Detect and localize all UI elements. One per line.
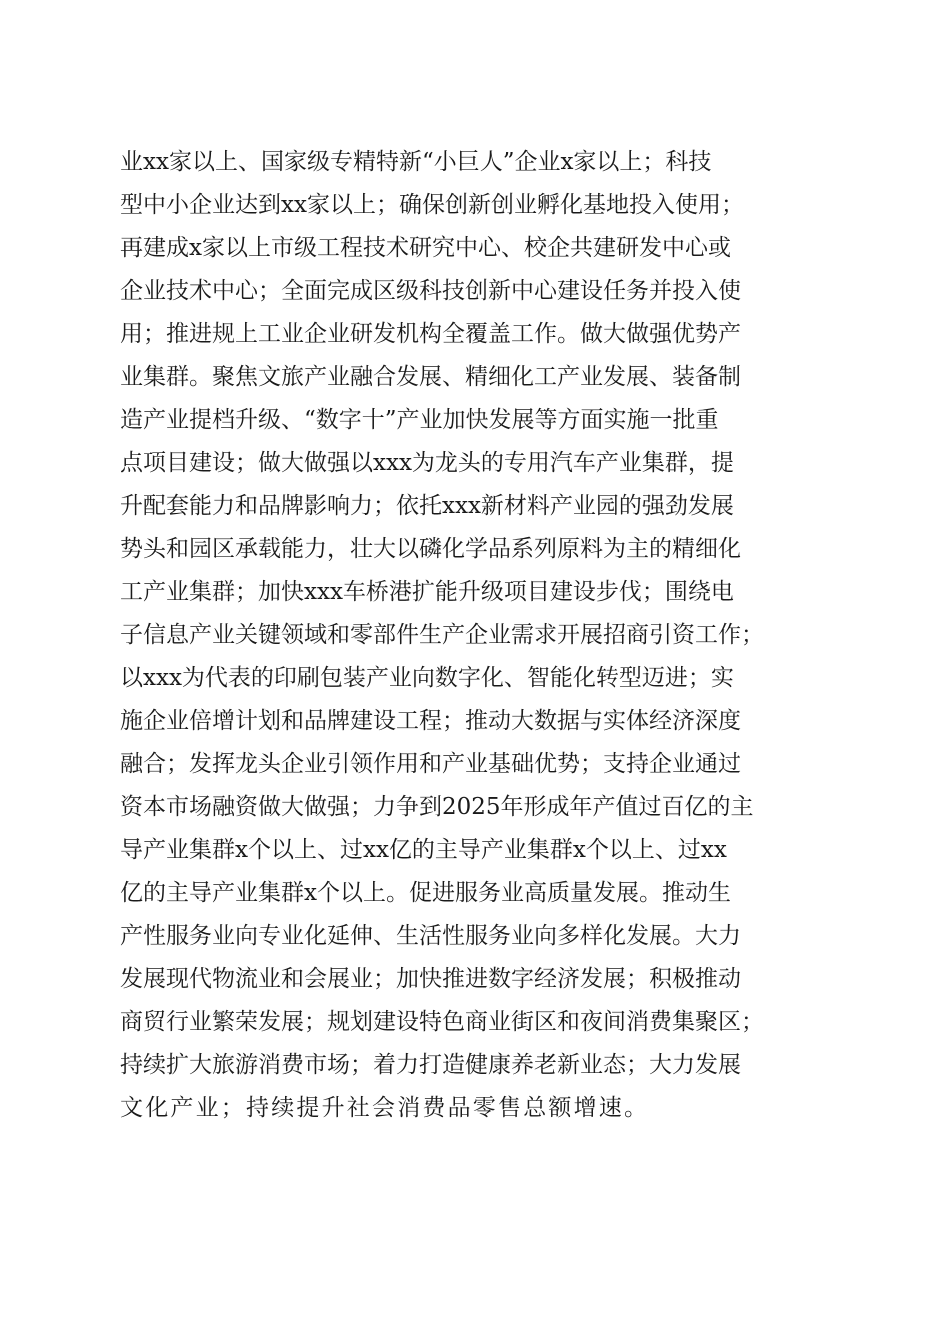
text-line: 商贸行业繁荣发展；规划建设特色商业街区和夜间消费集聚区； — [120, 1009, 764, 1035]
text-line: 融合；发挥龙头企业引领作用和产业基础优势；支持企业通过 — [120, 751, 741, 777]
text-line: 资本市场融资做大做强；力争到2025年形成年产值过百亿的主 — [120, 794, 754, 820]
text-line: 业xx家以上、国家级专精特新“小巨人”企业x家以上；科技 — [120, 149, 712, 175]
text-line: 造产业提档升级、“数字十”产业加快发展等方面实施一批重 — [120, 407, 719, 433]
text-line: 升配套能力和品牌影响力；依托xxx新材料产业园的强劲发展 — [120, 493, 734, 519]
text-line: 业集群。聚焦文旅产业融合发展、精细化工产业发展、装备制 — [120, 364, 741, 390]
text-line: 点项目建设；做大做强以xxx为龙头的专用汽车产业集群，提 — [120, 450, 734, 476]
text-line: 以xxx为代表的印刷包装产业向数字化、智能化转型迈进；实 — [120, 665, 734, 691]
text-line: 用；推进规上工业企业研发机构全覆盖工作。做大做强优势产 — [120, 321, 741, 347]
body-paragraph — [120, 141, 840, 1130]
text-line: 子信息产业关键领域和零部件生产企业需求开展招商引资工作； — [120, 622, 764, 648]
text-line: 再建成x家以上市级工程技术研究中心、校企共建研发中心或 — [120, 235, 731, 261]
text-line: 型中小企业达到xx家以上；确保创新创业孵化基地投入使用； — [120, 192, 744, 218]
text-line: 发展现代物流业和会展业；加快推进数字经济发展；积极推动 — [120, 966, 741, 992]
text-line: 文化产业；持续提升社会消费品零售总额增速。 — [120, 1095, 650, 1121]
text-line: 势头和园区承载能力，壮大以磷化学品系列原料为主的精细化 — [120, 536, 741, 562]
text-line: 施企业倍增计划和品牌建设工程；推动大数据与实体经济深度 — [120, 708, 741, 734]
text-line: 企业技术中心；全面完成区级科技创新中心建设任务并投入使 — [120, 278, 741, 304]
text-line: 工产业集群；加快xxx车桥港扩能升级项目建设步伐；围绕电 — [120, 579, 734, 605]
text-line: 产性服务业向专业化延伸、生活性服务业向多样化发展。大力 — [120, 923, 741, 949]
text-line: 亿的主导产业集群x个以上。促进服务业高质量发展。推动生 — [120, 880, 731, 906]
text-line: 导产业集群x个以上、过xx亿的主导产业集群x个以上、过xx — [120, 837, 727, 863]
text-line: 持续扩大旅游消费市场；着力打造健康养老新业态；大力发展 — [120, 1052, 741, 1078]
